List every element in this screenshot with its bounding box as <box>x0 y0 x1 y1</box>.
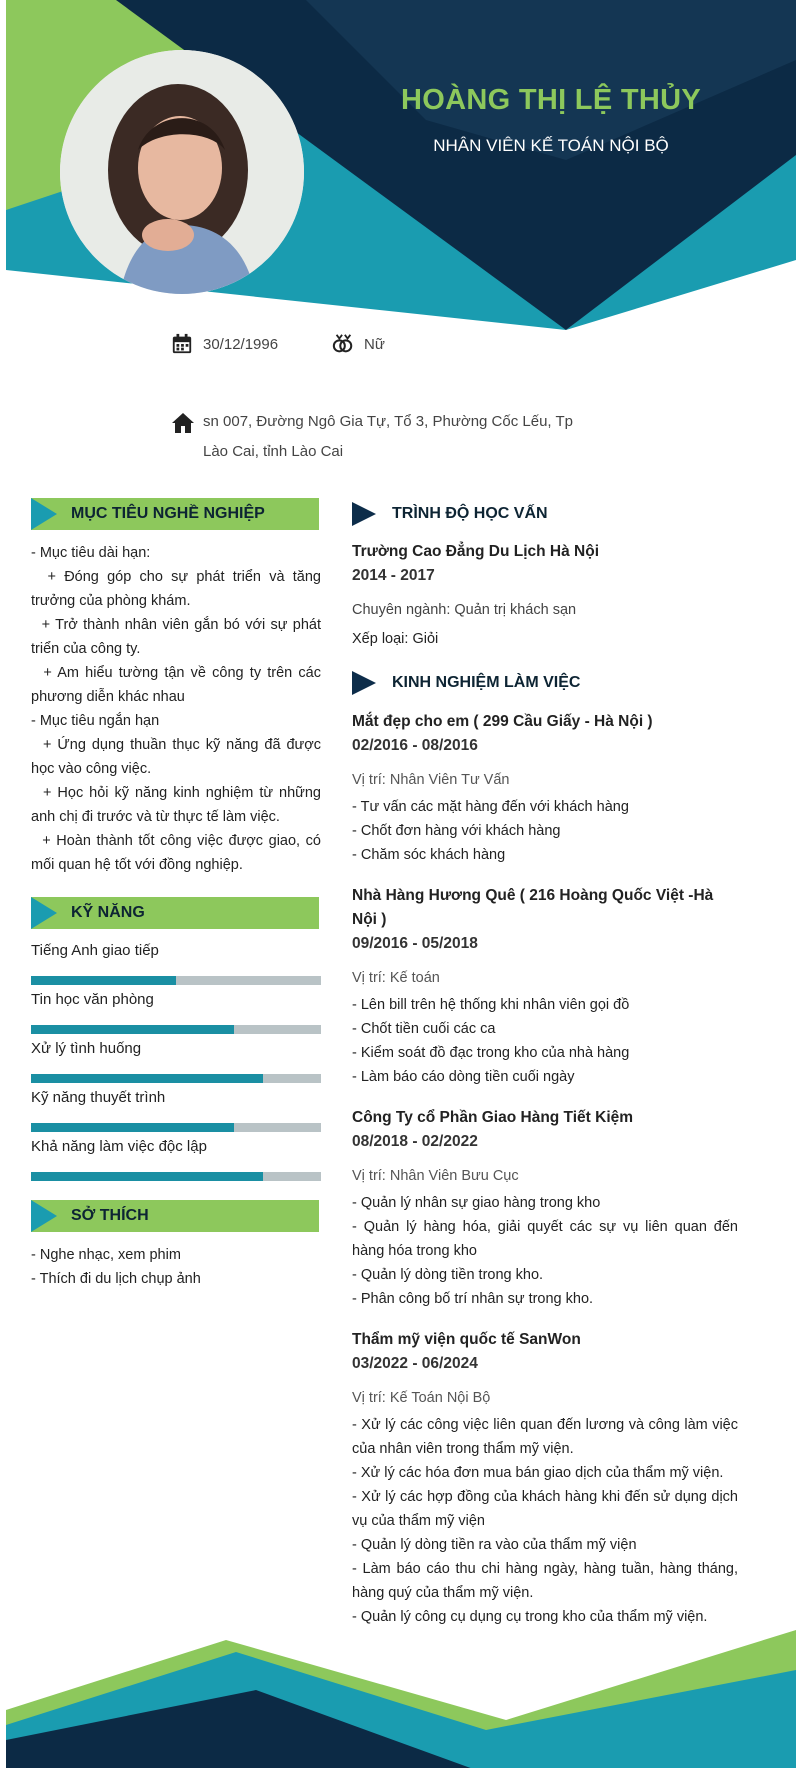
job-position: Vị trí: Nhân Viên Tư Vấn <box>352 772 510 788</box>
education-school: Trường Cao Đẳng Du Lịch Hà Nội <box>352 543 600 560</box>
skill-bar-fill <box>31 976 176 985</box>
education-title: TRÌNH ĐỘ HỌC VẤN <box>392 505 548 522</box>
job-time: 02/2016 - 08/2016 <box>352 737 478 754</box>
skill-label: Tiếng Anh giao tiếp <box>31 942 159 959</box>
job-item <box>352 1106 738 1311</box>
job-task: - Chốt tiền cuối các ca <box>352 1021 496 1037</box>
job-company: Thẩm mỹ viện quốc tế SanWon <box>352 1331 581 1348</box>
skill-label: Tin học văn phòng <box>31 991 154 1008</box>
job-task: - Xử lý các hóa đơn mua bán giao dịch của thẩm mỹ viện. <box>352 1465 724 1481</box>
birthdate-text: 30/12/1996 <box>203 335 279 353</box>
skill-item <box>31 991 321 1034</box>
job-task: - Quản lý nhân sự giao hàng trong kho <box>352 1195 601 1211</box>
objective-line: + Trở thành nhân viên gắn bó với sự phát triển của công ty. <box>31 617 326 657</box>
skill-bar-fill <box>31 1123 234 1132</box>
objective-header <box>31 498 319 530</box>
job-task: - Phân công bố trí nhân sự trong kho. <box>352 1291 594 1307</box>
objective-line: + Đóng góp cho sự phát triển và tăng trưởng của phòng khám. <box>31 569 326 609</box>
footer-background <box>6 1630 796 1768</box>
skill-bar <box>31 1074 321 1083</box>
hobbies-text <box>31 1243 321 1291</box>
job-task: - Lên bill trên hệ thống khi nhân viên gọi đồ <box>352 997 630 1013</box>
gender-row <box>332 333 385 355</box>
skill-item <box>31 1089 321 1132</box>
objective-text <box>31 541 326 877</box>
hobby-line: - Nghe nhạc, xem phim <box>31 1247 181 1263</box>
job-task: - Xử lý các công việc liên quan đến lương và công làm việc của nhân viên trong thẩm mỹ viện. <box>352 1417 738 1457</box>
job-tasks <box>352 795 738 867</box>
skill-bar-fill <box>31 1025 234 1034</box>
job-task: - Làm báo cáo thu chi hàng ngày, hàng tuần, hàng tháng, hàng quý của thẩm mỹ viện. <box>352 1561 738 1601</box>
job-time: 03/2022 - 06/2024 <box>352 1355 478 1372</box>
skill-item <box>31 942 321 985</box>
objective-line: - Mục tiêu dài hạn: <box>31 545 151 561</box>
objective-line: + Hoàn thành tốt công việc được giao, có mối quan hệ tốt với đồng nghiệp. <box>31 833 326 873</box>
birthdate-row <box>171 333 278 355</box>
objective-line: + Ứng dụng thuần thục kỹ năng đã được học vào công việc. <box>31 737 326 777</box>
job-company: Công Ty cổ Phần Giao Hàng Tiết Kiệm <box>352 1109 634 1126</box>
job-task: - Chốt đơn hàng với khách hàng <box>352 823 561 839</box>
skill-bar <box>31 1123 321 1132</box>
objective-line: + Am hiểu tường tận về công ty trên các phương diễn khác nhau <box>31 665 326 705</box>
objective-line: + Học hỏi kỹ năng kinh nghiệm từ những anh chị đi trước và từ thực tế làm việc. <box>31 785 326 825</box>
job-company: Mắt đẹp cho em ( 299 Cầu Giấy - Hà Nội ) <box>352 713 653 730</box>
job-task: - Quản lý dòng tiền trong kho. <box>352 1267 544 1283</box>
skill-label: Khả năng làm việc độc lập <box>31 1138 207 1155</box>
experience-header <box>352 669 772 697</box>
job-item <box>352 884 738 1089</box>
job-tasks <box>352 1413 738 1629</box>
skill-bar <box>31 1172 321 1181</box>
job-position: Vị trí: Kế toán <box>352 970 440 986</box>
gender-text: Nữ <box>364 335 385 353</box>
skills-title: KỸ NĂNG <box>71 904 145 921</box>
job-task: - Tư vấn các mặt hàng đến với khách hàng <box>352 799 629 815</box>
experience-title: KINH NGHIỆM LÀM VIỆC <box>392 674 581 691</box>
skill-label: Kỹ năng thuyết trình <box>31 1089 166 1106</box>
address-text: sn 007, Đường Ngô Gia Tự, Tổ 3, Phường Cốc Lếu, Tp Lào Cai, tỉnh Lào Cai <box>203 413 573 460</box>
skill-label: Xử lý tình huống <box>31 1040 142 1057</box>
job-task: - Quản lý dòng tiền ra vào của thẩm mỹ viện <box>352 1537 637 1553</box>
candidate-position: NHÂN VIÊN KẾ TOÁN NỘI BỘ <box>433 136 669 155</box>
job-task: - Chăm sóc khách hàng <box>352 847 506 863</box>
job-task: - Quản lý hàng hóa, giải quyết các sự vụ liên quan đến hàng hóa trong kho <box>352 1219 738 1259</box>
skill-bar-fill <box>31 1172 263 1181</box>
hobbies-title: SỞ THÍCH <box>71 1207 149 1224</box>
job-task: - Kiểm soát đồ đạc trong kho của nhà hàng <box>352 1045 630 1061</box>
job-task: - Xử lý các hợp đồng của khách hàng khi đến sử dụng dịch vụ của thẩm mỹ viện <box>352 1489 738 1529</box>
job-task: - Quản lý công cụ dụng cụ trong kho của thẩm mỹ viện. <box>352 1609 708 1625</box>
skill-bar <box>31 1025 321 1034</box>
hobbies-header <box>31 1200 319 1232</box>
job-time: 09/2016 - 05/2018 <box>352 935 478 952</box>
job-position: Vị trí: Kế Toán Nội Bộ <box>352 1390 491 1406</box>
hobby-line: - Thích đi du lịch chụp ảnh <box>31 1271 201 1287</box>
objective-line: - Mục tiêu ngắn hạn <box>31 713 160 729</box>
education-grade: Xếp loại: Giỏi <box>352 631 439 647</box>
calendar-icon <box>171 333 193 355</box>
profile-photo <box>60 50 304 294</box>
skills-header <box>31 897 319 929</box>
education-header <box>352 500 772 528</box>
job-item <box>352 1328 738 1629</box>
objective-title: MỤC TIÊU NGHỀ NGHIỆP <box>71 505 265 522</box>
skill-bar-fill <box>31 1074 263 1083</box>
gender-icon <box>332 333 354 355</box>
skill-bar <box>31 976 321 985</box>
job-position: Vị trí: Nhân Viên Bưu Cục <box>352 1168 519 1184</box>
job-company: Nhà Hàng Hương Quê ( 216 Hoàng Quốc Việt -Hà Nội ) <box>352 887 714 928</box>
education-time: 2014 - 2017 <box>352 567 435 584</box>
job-task: - Làm báo cáo dòng tiền cuối ngày <box>352 1069 575 1085</box>
skill-item <box>31 1138 321 1181</box>
job-tasks <box>352 993 738 1089</box>
job-time: 08/2018 - 02/2022 <box>352 1133 478 1150</box>
job-tasks <box>352 1191 738 1311</box>
cv-page <box>6 0 796 1768</box>
job-item <box>352 710 738 867</box>
candidate-name: HOÀNG THỊ LỆ THỦY <box>401 84 701 116</box>
education-major: Chuyên ngành: Quản trị khách sạn <box>352 602 577 618</box>
skill-item <box>31 1040 321 1083</box>
